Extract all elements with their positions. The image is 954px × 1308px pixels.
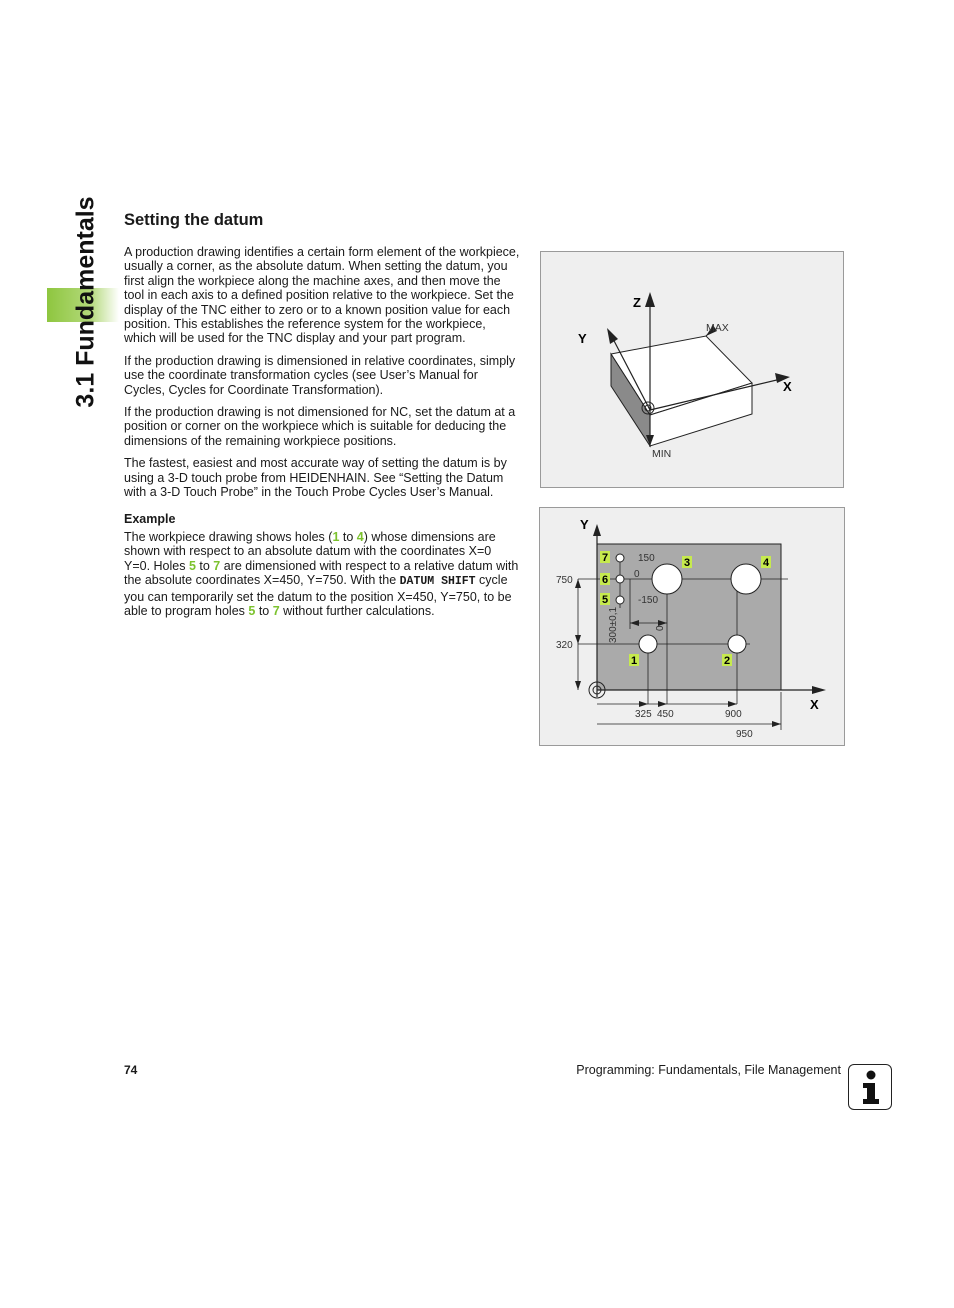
min-label: MIN (652, 448, 672, 460)
hole-label-7: 7 (602, 552, 609, 564)
datum-shift-code: DATUM SHIFT (399, 575, 476, 589)
chapter-side-title (64, 196, 108, 408)
chapter-title-text: 3.1 Fundamentals (71, 196, 100, 408)
example-heading: Example (124, 511, 176, 526)
hole-label-6: 6 (602, 574, 609, 586)
footer-title: Programming: Fundamentals, File Management (576, 1063, 841, 1077)
figure-workpiece-drawing (539, 507, 845, 746)
example-paragraph: The workpiece drawing shows holes (1 to 4) whose dimensions are shown with respect to an absolute datum with the coordinates X=0 Y=0. Holes 5 to 7 are dimensioned with respect to a relative datum with the absolute coordinates X=450, Y=750. With the DATUM SHIFT cycle you can temporarily set the datum to the position X=450, Y=750, to be able to program holes 5 to 7 without further calculations. (124, 529, 519, 618)
dim-y-750: 750 (556, 575, 573, 586)
axis-y-label: Y (580, 517, 589, 532)
paragraph-1: A production drawing identifies a certain form element of the workpiece, usually a corner, as the absolute datum. When setting the datum, you first align the workpiece along the machine axes, and then move the tool in each axis to a defined position relative to the workpiece. Set the display of the TNC either to zero or to a known position value for each position. This establishes the reference system for the workpiece, which will be used for the TNC display and your part program. (124, 245, 520, 346)
hole-label-5: 5 (602, 594, 609, 606)
axis-y-label: Y (578, 331, 587, 346)
hole-label-3: 3 (684, 557, 691, 569)
dim-tolerance: 300±0,1 (608, 606, 619, 643)
dim-y-320: 320 (556, 640, 573, 651)
hole-label-2: 2 (724, 655, 731, 667)
axis-x-label: X (783, 379, 792, 394)
dim-x-900: 900 (725, 709, 742, 720)
section-title: Setting the datum (124, 211, 264, 229)
figure-3d-workpiece (540, 251, 844, 488)
body-text (124, 245, 520, 626)
page-number: 74 (124, 1063, 138, 1077)
dim-rel-0: 0 (634, 569, 640, 580)
hole-label-1: 1 (631, 655, 638, 667)
paragraph-3: If the production drawing is not dimensioned for NC, set the datum at a position or corner on the workpiece which is suitable for deducing the dimensions of the remaining workpiece positions. (124, 405, 516, 448)
axis-x-label: X (810, 697, 819, 712)
dim-rel-0-vertical: 0 (655, 625, 666, 631)
dim-x-450: 450 (657, 709, 674, 720)
paragraph-2: If the production drawing is dimensioned in relative coordinates, simply use the coordinate transformation cycles (see User’s Manual for Cycles, Cycles for Coordinate Transformation). (124, 353, 516, 397)
info-icon (848, 1064, 892, 1110)
axis-z-label: Z (633, 295, 641, 310)
hole-label-4: 4 (763, 557, 770, 569)
dim-x-950: 950 (736, 729, 753, 740)
dim-rel-minus-150: -150 (638, 595, 659, 606)
dim-x-325: 325 (635, 709, 652, 720)
dim-rel-150: 150 (638, 553, 655, 564)
paragraph-4: The fastest, easiest and most accurate way of setting the datum is by using a 3-D touch probe from HEIDENHAIN. See “Setting the Datum with a 3-D Touch Probe” in the Touch Probe Cycles User’s Manual. (124, 456, 507, 500)
max-label: MAX (706, 322, 729, 334)
